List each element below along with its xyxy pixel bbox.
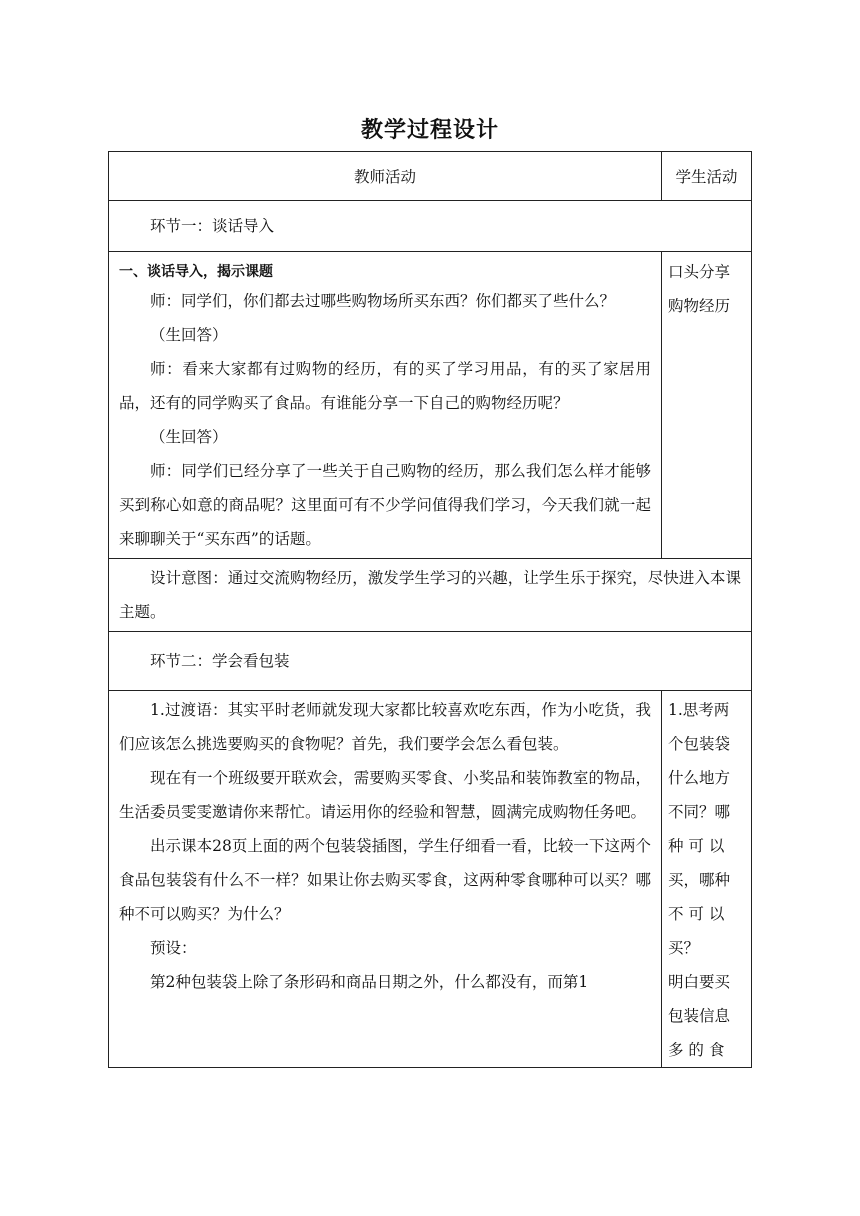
section2-student-line: 不同？哪 bbox=[668, 803, 731, 821]
design-intent-row bbox=[109, 559, 752, 632]
section2-content-row bbox=[109, 691, 752, 1068]
page-title: 教学过程设计 bbox=[360, 118, 499, 143]
table-header-row bbox=[109, 152, 752, 201]
section2-label: 环节二：学会看包装 bbox=[150, 652, 290, 670]
section2-paragraph: 现在有一个班级要开联欢会，需要购买零食、小奖品和装饰教室的物品，生活委员雯雯邀请你来帮忙。请运用你的经验和智慧，圆满完成购物任务吧。 bbox=[119, 769, 651, 821]
section2-student-line: 买？ bbox=[668, 939, 700, 957]
section2-student-line: 个包装袋 bbox=[668, 735, 731, 753]
section1-paragraph: 师：看来大家都有过购物的经历，有的买了学习用品，有的买了家居用品，还有的同学购买了食品。有谁能分享一下自己的购物经历呢？ bbox=[119, 360, 651, 412]
section2-paragraph: 预设： bbox=[150, 939, 197, 957]
student-activity-header: 学生活动 bbox=[662, 152, 752, 201]
section1-paragraph: （生回答） bbox=[150, 428, 228, 446]
section2-student-cell bbox=[662, 691, 752, 1068]
section1-paragraph: 师：同学们已经分享了一些关于自己购物的经历，那么我们怎么样才能够买到称心如意的商品呢？这里面可有不少学问值得我们学习，今天我们就一起来聊聊关于“买东西”的话题。 bbox=[119, 462, 651, 548]
section1-label-cell bbox=[109, 201, 752, 252]
section2-student-line: 多 的 食 bbox=[668, 1041, 725, 1059]
lesson-table bbox=[108, 151, 752, 1068]
section1-student-cell bbox=[662, 252, 752, 559]
section1-student-line: 口头分享 bbox=[668, 263, 731, 281]
section1-label: 环节一：谈话导入 bbox=[150, 217, 275, 235]
section2-paragraph: 第2种包装袋上除了条形码和商品日期之外，什么都没有，而第1 bbox=[150, 973, 589, 991]
teacher-activity-header: 教师活动 bbox=[109, 152, 662, 201]
section2-paragraph: 1.过渡语：其实平时老师就发现大家都比较喜欢吃东西，作为小吃货，我们应该怎么挑选要购买的食物呢？首先，我们要学会怎么看包装。 bbox=[119, 701, 651, 753]
section1-student-line: 购物经历 bbox=[668, 297, 731, 315]
section1-heading: 一、谈话导入，揭示课题 bbox=[119, 264, 273, 280]
design-intent-cell bbox=[109, 559, 752, 632]
section1-content-row bbox=[109, 252, 752, 559]
section1-paragraph: 师：同学们，你们都去过哪些购物场所买东西？你们都买了些什么？ bbox=[150, 292, 616, 310]
section2-paragraph: 出示课本28页上面的两个包装袋插图，学生仔细看一看，比较一下这两个食品包装袋有什么不一样？如果让你去购买零食，这两种零食哪种可以买？哪种不可以购买？为什么？ bbox=[119, 837, 651, 923]
section2-student-line: 什么地方 bbox=[668, 769, 731, 787]
design-intent-text: 设计意图：通过交流购物经历，激发学生学习的兴趣，让学生乐于探究，尽快进入本课主题。 bbox=[119, 569, 741, 621]
section1-row bbox=[109, 201, 752, 252]
section1-teacher-cell bbox=[109, 252, 662, 559]
section2-student-line: 买，哪种 bbox=[668, 871, 731, 889]
section2-student-line: 包装信息 bbox=[668, 1007, 731, 1025]
section2-student-line: 1.思考两 bbox=[668, 701, 730, 719]
section2-student-line: 不 可 以 bbox=[668, 905, 725, 923]
section2-row bbox=[109, 632, 752, 691]
section2-label-cell bbox=[109, 632, 752, 691]
section2-student-line: 种 可 以 bbox=[668, 837, 725, 855]
section1-paragraph: （生回答） bbox=[150, 326, 228, 344]
section2-student-line: 明白要买 bbox=[668, 973, 731, 991]
section2-teacher-cell bbox=[109, 691, 662, 1068]
